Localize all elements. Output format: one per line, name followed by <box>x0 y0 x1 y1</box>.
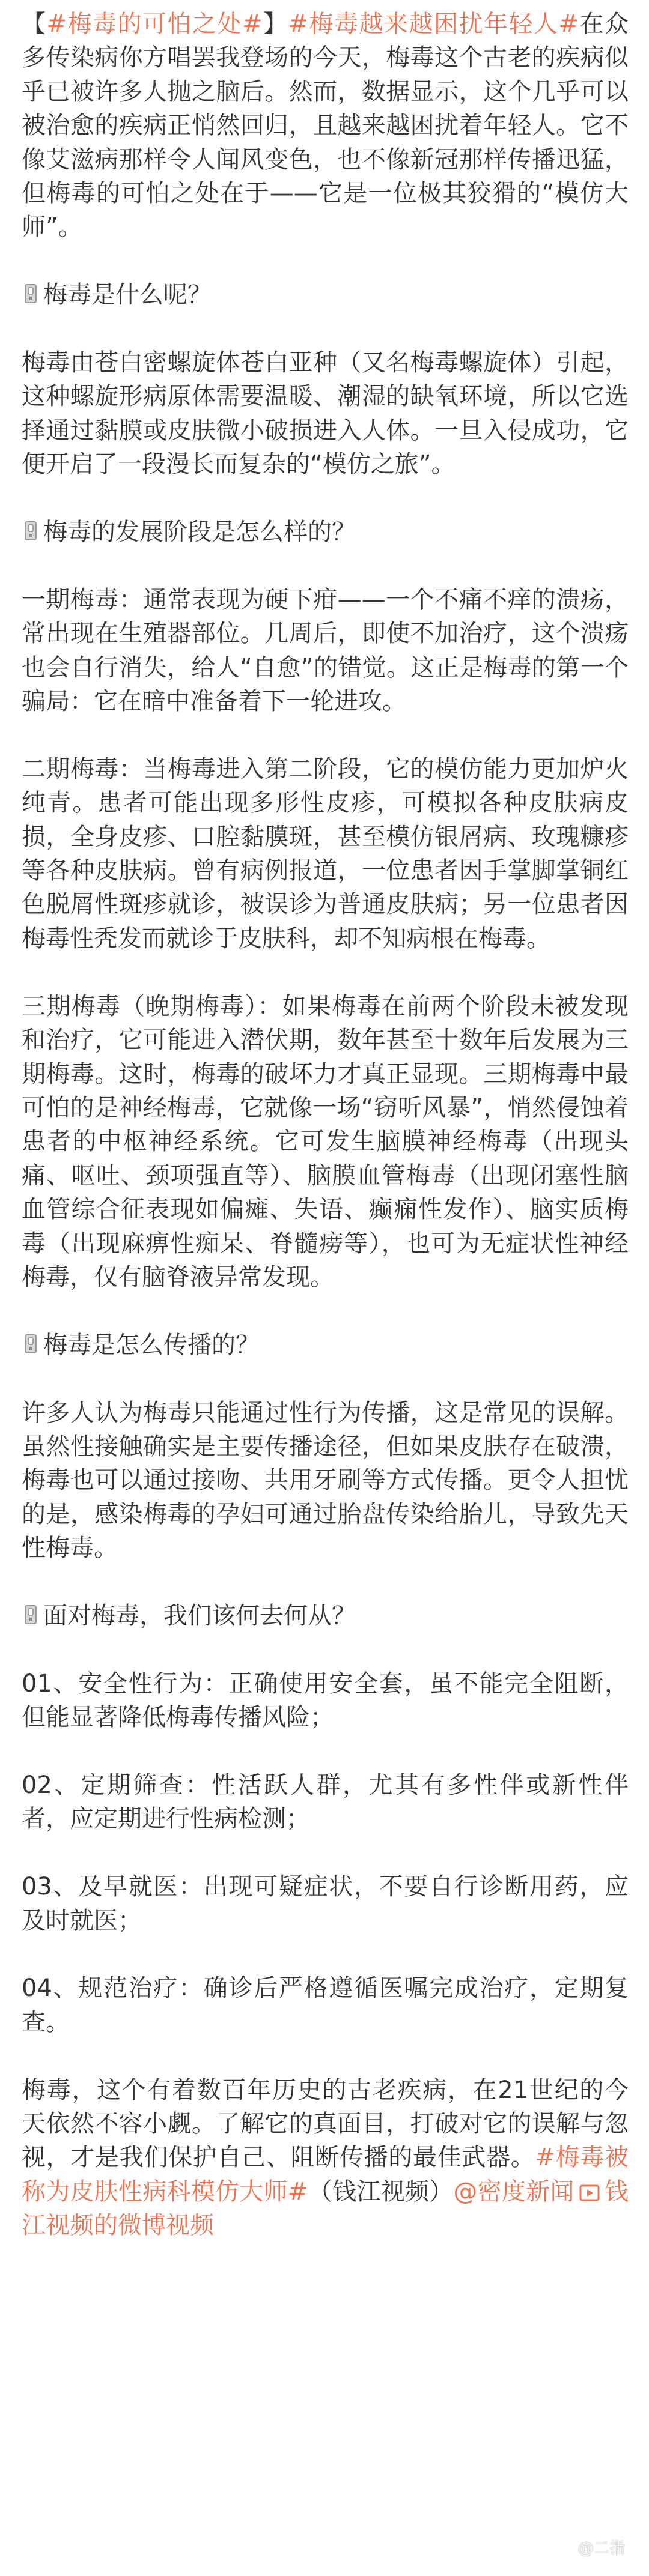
watermark: @二指 <box>577 2539 625 2557</box>
intro-paragraph <box>22 7 629 244</box>
section-heading-action <box>22 1599 629 1633</box>
section-heading-spread <box>22 1328 629 1362</box>
intro-text: 在众多传染病你方唱罢我登场的今天，梅毒这个古老的疾病似乎已被许多人抛之脑后。然而，数据显示，这个几乎可以被治愈的疾病正悄然回归，且越来越困扰着年轻人。它不像艾滋病那样令人闻风变色，也不像新冠那样传播迅猛，但梅毒的可怕之处在于——它是一位极其狡猾的“模仿大师”。 <box>22 10 629 241</box>
heading-text-stages: 梅毒的发展阶段是怎么样的？ <box>43 518 356 546</box>
bracket-open: 【 <box>22 10 47 38</box>
spread-paragraph: 许多人认为梅毒只能通过性行为传播，这是常见的误解。虽然性接触确实是主要传播途径，但如果皮肤存在破溃，梅毒也可以通过接吻、共用牙刷等方式传播。更令人担忧的是，感染梅毒的孕妇可通过胎盘传染给胎儿，导致先天性梅毒。 <box>22 1398 629 1562</box>
video-link-qianjiang[interactable]: 钱江视频的微博视频 <box>22 2177 629 2240</box>
question-card-icon <box>24 1603 37 1627</box>
question-card-icon <box>24 282 37 306</box>
video-play-icon[interactable] <box>579 2177 602 2195</box>
bracket-close: 】 <box>262 10 288 38</box>
question-card-icon <box>24 519 37 543</box>
topic-link-young-people[interactable]: #梅毒越来越困扰年轻人# <box>288 10 579 38</box>
what-paragraph: 梅毒由苍白密螺旋体苍白亚种（又名梅毒螺旋体）引起，这种螺旋形病原体需要温暖、潮湿的缺氧环境，所以它选择通过黏膜或皮肤微小破损进入人体。一旦入侵成功，它便开启了一段漫长而复杂的“模仿之旅”。 <box>22 349 629 479</box>
heading-text-spread: 梅毒是怎么传播的？ <box>43 1331 260 1359</box>
action-item-3: 03、及早就医：出现可疑症状，不要自行诊断用药，应及时就医； <box>22 1873 629 1935</box>
question-card-icon <box>24 1332 37 1356</box>
section-heading-stages <box>22 515 629 549</box>
topic-link-horrors[interactable]: #梅毒的可怕之处# <box>46 10 263 38</box>
action-item-4: 04、规范治疗：确诊后严格遵循医嘱完成治疗，定期复查。 <box>22 1974 629 2036</box>
mention-link-midu-news[interactable]: @密度新闻 <box>453 2177 574 2206</box>
stage2-paragraph: 二期梅毒：当梅毒进入第二阶段，它的模仿能力更加炉火纯青。患者可能出现多形性皮疹，可模拟各种皮肤病皮损，全身皮疹、口腔黏膜斑，甚至模仿银屑病、玫瑰糠疹等各种皮肤病。曾有病例报道，一位患者因手掌脚掌铜红色脱屑性斑疹就诊，被误诊为普通皮肤病；另一位患者因梅毒性秃发而就诊于皮肤科，却不知病根在梅毒。 <box>22 755 629 952</box>
source-qianjiang: （钱江视频） <box>308 2177 454 2206</box>
topic-link-imitation-master[interactable]: #梅毒被称为皮肤性病科模仿大师# <box>22 2144 629 2206</box>
conclusion-paragraph <box>22 2073 629 2243</box>
stage3-paragraph: 三期梅毒（晚期梅毒）：如果梅毒在前两个阶段未被发现和治疗，它可能进入潜伏期，数年甚至十数年后发展为三期梅毒。这时，梅毒的破坏力才真正显现。三期梅毒中最可怕的是神经梅毒，它就像一场“窃听风暴”，悄然侵蚀着患者的中枢神经系统。它可发生脑膜神经梅毒（出现头痛、呕吐、颈项强直等）、脑膜血管梅毒（出现闭塞性脑血管综合征表现如偏瘫、失语、癫痫性发作）、脑实质梅毒（出现麻痹性痴呆、脊髓痨等），也可为无症状性神经梅毒，仅有脑脊液异常发现。 <box>22 992 629 1291</box>
action-item-1: 01、安全性行为：正确使用安全套，虽不能完全阻断，但能显著降低梅毒传播风险； <box>22 1669 629 1732</box>
conclusion-text: 梅毒，这个有着数百年历史的古老疾病，在21世纪的今天依然不容小觑。了解它的真面目，打破对它的误解与忽视，才是我们保护自己、阻断传播的最佳武器。 <box>22 2076 629 2172</box>
heading-text-what: 梅毒是什么呢？ <box>43 281 212 309</box>
heading-text-action: 面对梅毒，我们该何去何从？ <box>43 1601 356 1630</box>
action-item-2: 02、定期筛查：性活跃人群，尤其有多性伴或新性伴者，应定期进行性病检测； <box>22 1771 629 1833</box>
section-heading-what <box>22 278 629 312</box>
stage1-paragraph: 一期梅毒：通常表现为硬下疳——一个不痛不痒的溃疡，常出现在生殖器部位。几周后，即使不加治疗，这个溃疡也会自行消失，给人“自愈”的错觉。这正是梅毒的第一个骗局：它在暗中准备着下一轮进攻。 <box>22 585 629 716</box>
